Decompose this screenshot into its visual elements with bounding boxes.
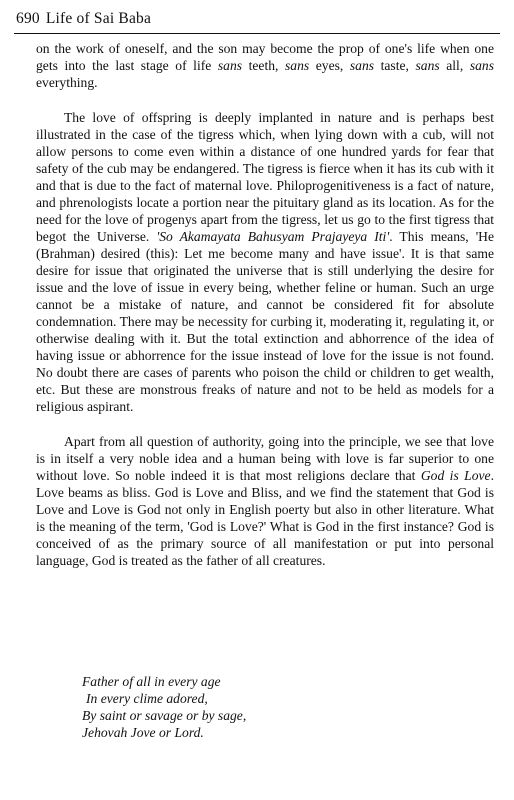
header-rule — [14, 33, 500, 34]
verse-line-3: By saint or savage or by sage, — [82, 708, 247, 723]
running-head — [16, 10, 151, 28]
body-text — [36, 40, 494, 569]
text-run: everything. — [36, 75, 98, 90]
text-run: teeth, — [242, 58, 285, 73]
text-run: The love of offspring is deeply implanted in nature and is perhaps best illustrated in the case of the tigress which, when lying down with a cub, will not allow persons to come even within a distance of one hundred yards for fear that safety of the cub may be endangered. The tigress is fierce when it has its cub with it and that is due to the fact of maternal love. Philoprogenitiveness is a fact of nature, and phrenologists locate a portion near the pituitary gland as its location. As for the need for the love of progenys apart from the tigress, let us go to the first tigress that begot the Universe. — [36, 110, 494, 244]
text-run: taste, — [374, 58, 416, 73]
running-title: Life of Sai Baba — [45, 10, 152, 27]
text-run: . This means, 'He (Brahman) desired (this): Let me become many and have issue'. It is that same desire for issue that originated the universe that is still underlying the desire for issue and the love of issue in every being, whether feline or human. Such an urge cannot be a mistake of nature, and cannot be considered fit for absolute condemnation. There may be necessity for curbing it, moderating it, regulating it, or otherwise dealing with it. But the total extinction and abhorrence of the idea of having issue or abhorrence for the issue instead of love for the issue is not found. No doubt there are cases of parents who poison the child or children to get wealth, etc. But these are monstrous freaks of nature and not to be held as models for a religious aspirant. — [36, 229, 494, 414]
italic-text: God is Love — [420, 468, 491, 483]
verse-quote — [82, 673, 246, 741]
verse-line-1: Father of all in every age — [82, 674, 221, 689]
text-run: Apart from all question of authority, going into the principle, we see that love is in itself a very noble idea and a human being with love is far superior to one without love. So noble indeed it is that most religions declare that — [36, 434, 494, 483]
paragraph-2 — [36, 109, 494, 415]
italic-text: sans — [469, 58, 494, 73]
italic-text: sans — [217, 58, 243, 73]
text-run: on the work of oneself, and the son may become the prop of one's life when one gets into the last stage of life — [36, 41, 494, 73]
verse-line-2: In every clime adored, — [86, 691, 208, 706]
verse-line-4: Jehovah Jove or Lord. — [82, 725, 204, 740]
text-run: eyes, — [309, 58, 350, 73]
italic-text: sans — [349, 58, 375, 73]
italic-text: 'So Akamayata Bahusyam Prajayeya Iti' — [156, 229, 390, 244]
page-number: 690 — [16, 10, 40, 27]
italic-text: sans — [285, 58, 310, 73]
paragraph-3 — [36, 433, 494, 569]
paragraph-1 — [36, 40, 494, 91]
text-run: . Love beams as bliss. God is Love and Bliss, and we find the statement that God is Love and Love is God not only in English poerty but also in other literature. What is the meaning of the term, 'God is Love?' What is God in the first instance? God is conceived of as the primary source of all manifestation or put into personal language, God is treated as the father of all creatures. — [36, 468, 494, 568]
italic-text: sans — [415, 58, 440, 73]
text-run: all, — [439, 58, 470, 73]
